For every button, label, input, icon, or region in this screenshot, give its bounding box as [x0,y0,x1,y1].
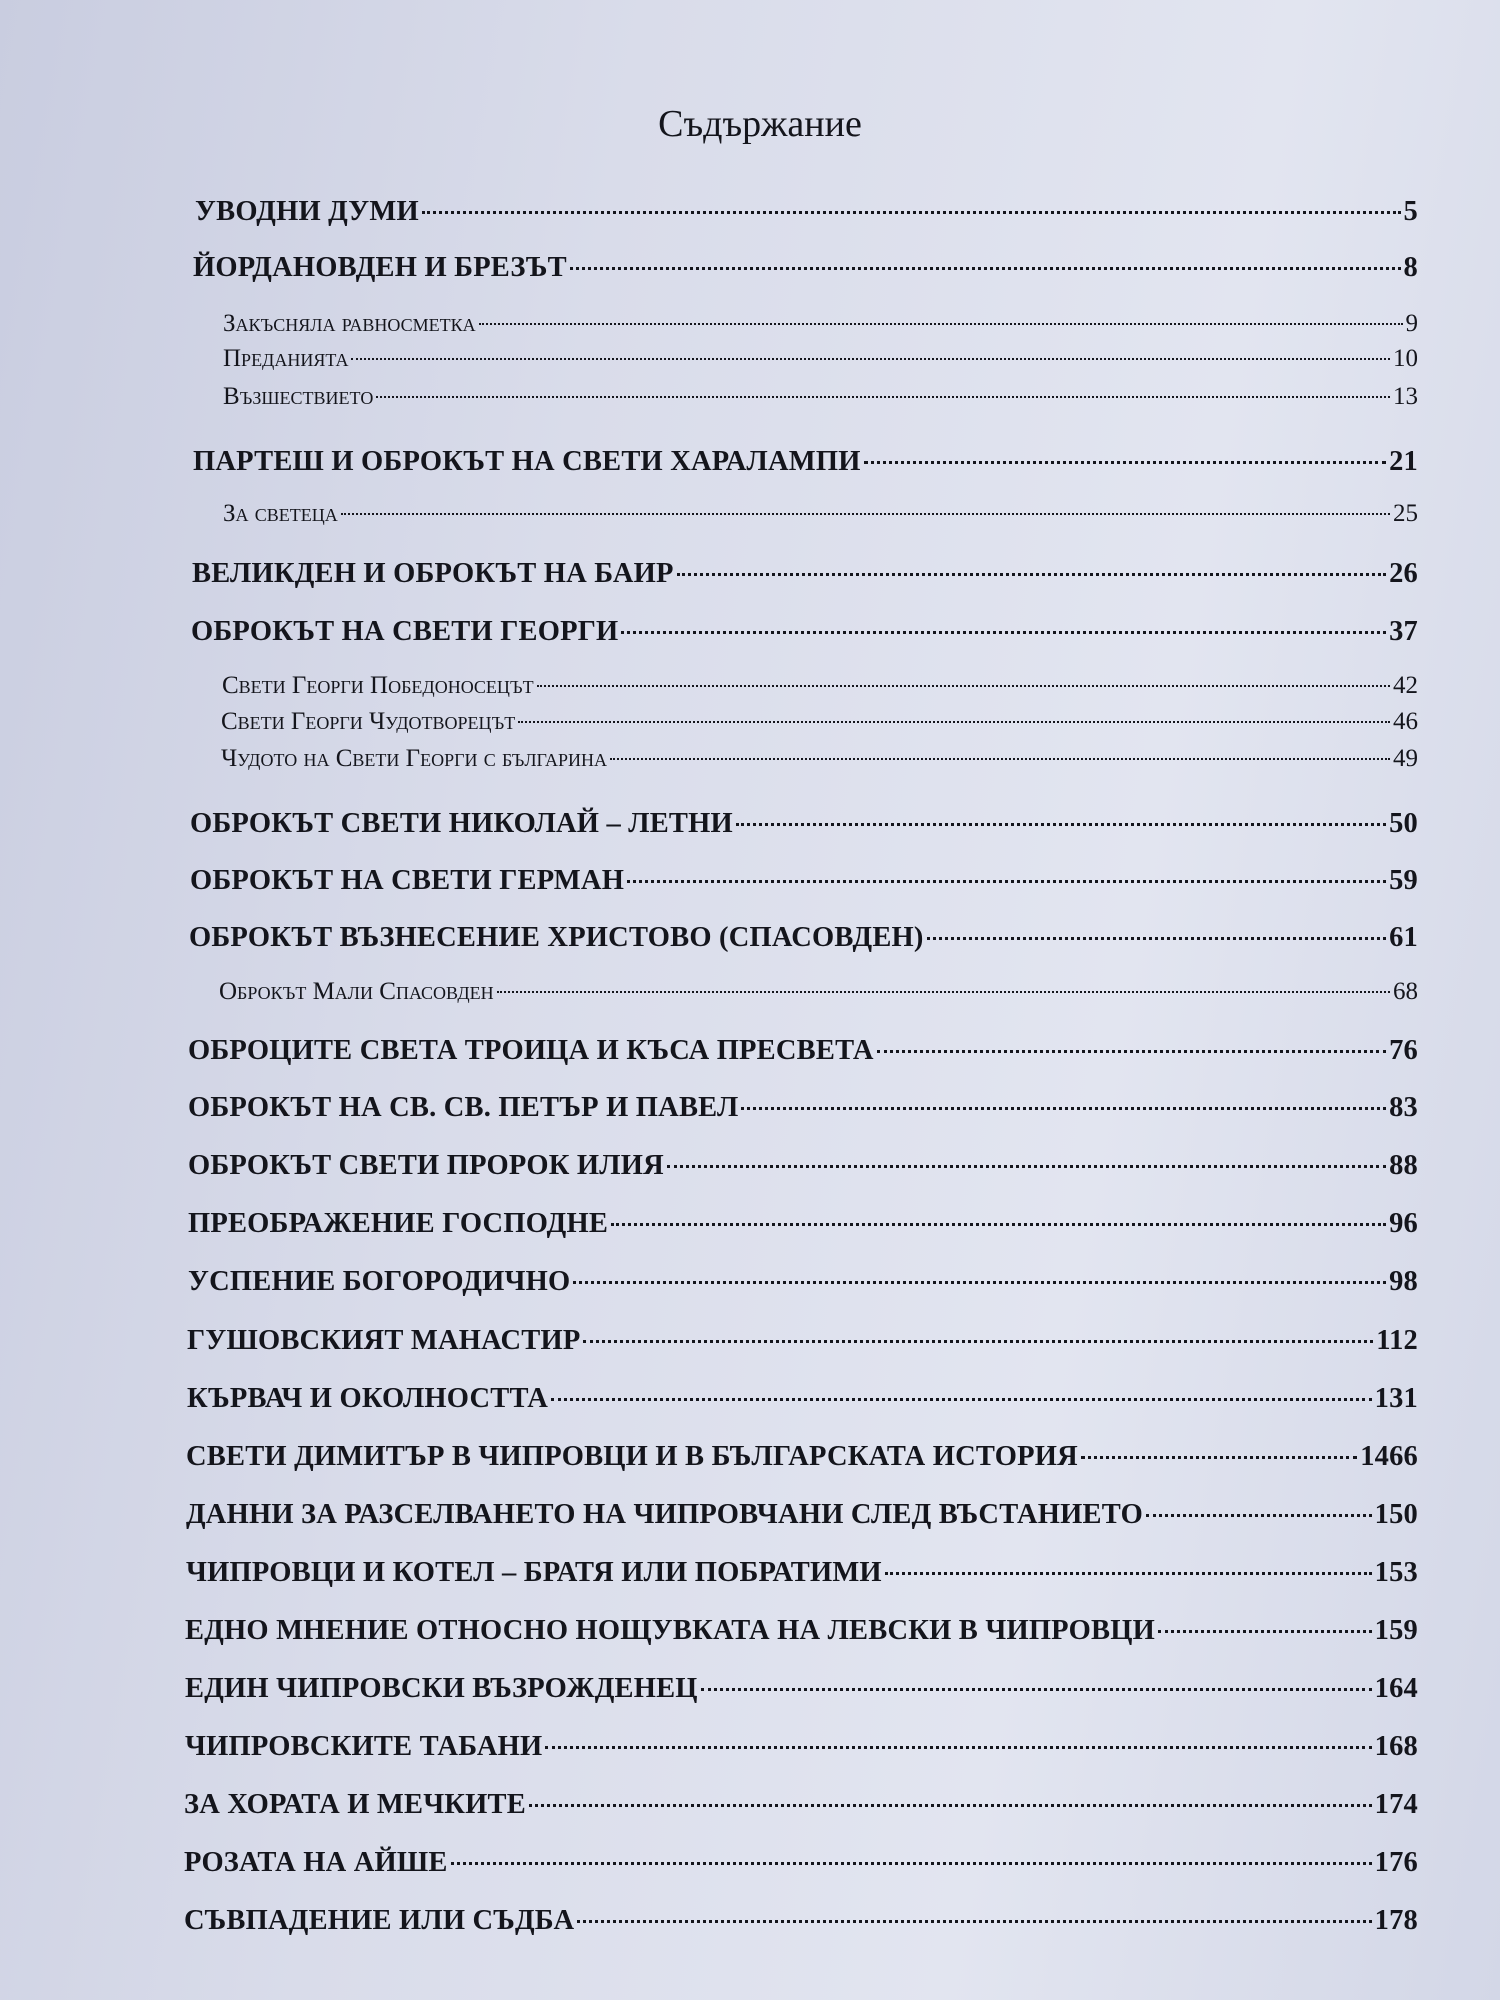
toc-page-number: 98 [1389,1266,1418,1297]
toc-entry-title: ЧИПРОВЦИ И КОТЕЛ – БРАТЯ ИЛИ ПОБРАТИМИ [186,1557,882,1588]
dot-leader [627,880,1386,883]
toc-entry-title: КЪРВАЧ И ОКОЛНОСТТА [187,1383,549,1414]
toc-chapter-entry [193,252,1418,284]
toc-chapter-entry [184,1905,1418,1937]
dot-leader [497,991,1390,993]
dot-leader [736,823,1386,826]
toc-chapter-entry [190,865,1418,897]
toc-chapter-entry [186,1499,1418,1531]
dot-leader [376,396,1390,398]
toc-page-number: 164 [1374,1673,1418,1704]
toc-page-number: 96 [1389,1208,1418,1239]
toc-chapter-entry [195,196,1418,228]
dot-leader [422,211,1401,214]
toc-page-number: 26 [1389,558,1418,589]
toc-entry-title: УСПЕНИЕ БОГОРОДИЧНО [188,1266,571,1297]
toc-entry-title: Преданията [223,345,349,372]
dot-leader [583,1340,1373,1343]
toc-page-number: 153 [1374,1557,1418,1588]
toc-chapter-entry [185,1731,1418,1763]
toc-entry-title: Оброкът Мали Спасовден [219,978,494,1005]
toc-subsection-entry [223,310,1418,338]
toc-page-number: 150 [1374,1499,1418,1530]
toc-subsection-entry [223,383,1418,411]
toc-page-number: 131 [1374,1383,1418,1414]
toc-chapter-entry [184,1789,1418,1821]
dot-leader [667,1165,1386,1168]
dot-leader [537,685,1390,687]
toc-page-number: 10 [1393,345,1418,372]
dot-leader [573,1281,1386,1284]
toc-subsection-entry [221,708,1418,736]
toc-subsection-entry [219,978,1418,1006]
toc-entry-title: ОБРОКЪТ НА СВЕТИ ГЕРМАН [190,865,625,896]
toc-chapter-entry [189,922,1418,954]
toc-entry-title: Закъсняла равносметка [223,310,476,337]
toc-page-number: 68 [1393,978,1418,1005]
dot-leader [577,1920,1371,1923]
toc-entry-title: Възшествието [223,383,374,410]
toc-page-number: 88 [1389,1150,1418,1181]
dot-leader [877,1050,1386,1053]
toc-page-number: 76 [1389,1035,1418,1066]
toc-chapter-entry [185,1615,1418,1647]
toc-chapter-entry [188,1035,1418,1067]
dot-leader [741,1107,1386,1110]
toc-entry-title: ЧИПРОВСКИТЕ ТАБАНИ [185,1731,543,1762]
toc-subsection-entry [223,345,1418,373]
toc-page-number: 159 [1374,1615,1418,1646]
dot-leader [570,267,1401,270]
toc-entry-title: ГУШОВСКИЯТ МАНАСТИР [187,1325,581,1356]
dot-leader [885,1572,1372,1575]
toc-entry-title: ВЕЛИКДЕН И ОБРОКЪТ НА БАИР [192,558,674,589]
dot-leader [927,937,1386,940]
toc-entry-title: ОБРОКЪТ ВЪЗНЕСЕНИЕ ХРИСТОВО (СПАСОВДЕН) [189,922,924,953]
toc-chapter-entry [186,1441,1418,1473]
dot-leader [701,1688,1372,1691]
toc-page-number: 46 [1393,708,1418,735]
dot-leader [1146,1514,1372,1517]
toc-page-number: 1466 [1360,1441,1418,1472]
toc-page-number: 168 [1374,1731,1418,1762]
dot-leader [677,573,1386,576]
toc-entry-title: СЪВПАДЕНИЕ ИЛИ СЪДБА [184,1905,575,1936]
toc-chapter-entry [187,1325,1418,1357]
dot-leader [529,1804,1372,1807]
toc-entry-title: ПАРТЕШ И ОБРОКЪТ НА СВЕТИ ХАРАЛАМПИ [193,446,861,477]
dot-leader [451,1862,1372,1865]
dot-leader [341,513,1390,515]
toc-entry-title: СВЕТИ ДИМИТЪР В ЧИПРОВЦИ И В БЪЛГАРСКАТА ИСТОРИЯ [186,1441,1078,1472]
toc-entry-title: ДАННИ ЗА РАЗСЕЛВАНЕТО НА ЧИПРОВЧАНИ СЛЕД ВЪСТАНИЕТО [186,1499,1143,1530]
dot-leader [479,323,1403,325]
toc-page-number: 61 [1389,922,1418,953]
toc-page-number: 178 [1374,1905,1418,1936]
toc-page-number: 37 [1389,616,1418,647]
toc-page-number: 176 [1374,1847,1418,1878]
dot-leader [551,1398,1372,1401]
toc-chapter-entry [188,1208,1418,1240]
toc-entry-title: ЕДНО МНЕНИЕ ОТНОСНО НОЩУВКАТА НА ЛЕВСКИ В ЧИПРОВЦИ [185,1615,1155,1646]
toc-chapter-entry [190,808,1418,840]
toc-entry-title: ОБРОКЪТ СВЕТИ НИКОЛАЙ – ЛЕТНИ [190,808,733,839]
dot-leader [1081,1456,1357,1459]
toc-page-number: 25 [1393,500,1418,527]
toc-entry-title: Свети Георги Чудотворецът [221,708,516,735]
toc-chapter-entry [188,1092,1418,1124]
toc-page-number: 174 [1374,1789,1418,1820]
toc-entry-title: ПРЕОБРАЖЕНИЕ ГОСПОДНЕ [188,1208,609,1239]
toc-entry-title: ЗА ХОРАТА И МЕЧКИТЕ [184,1789,526,1820]
toc-page-number: 49 [1393,745,1418,772]
toc-entry-title: Свети Георги Победоносецът [222,672,534,699]
toc-entry-title: Чудото на Свети Георги с българина [221,745,608,772]
dot-leader [518,721,1390,723]
toc-entry-title: ОБРОКЪТ СВЕТИ ПРОРОК ИЛИЯ [188,1150,664,1181]
dot-leader [1158,1630,1372,1633]
toc-entry-title: РОЗАТА НА АЙШЕ [184,1847,448,1878]
dot-leader [621,631,1386,634]
dot-leader [545,1746,1371,1749]
toc-subsection-entry [222,672,1418,700]
dot-leader [610,758,1390,760]
toc-page-number: 83 [1389,1092,1418,1123]
toc-page-number: 9 [1405,310,1418,337]
toc-entry-title: УВОДНИ ДУМИ [195,196,419,227]
toc-subsection-entry [223,500,1418,528]
dot-leader [864,461,1386,464]
toc-chapter-entry [187,1383,1418,1415]
toc-title: Съдържание [658,103,862,145]
toc-chapter-entry [186,1557,1418,1589]
toc-page-number: 112 [1376,1325,1418,1356]
toc-entry-title: За светеца [223,500,338,527]
toc-chapter-entry [184,1847,1418,1879]
toc-chapter-entry [191,616,1418,648]
toc-chapter-entry [193,446,1418,478]
toc-entry-title: ОБРОКЪТ НА СВЕТИ ГЕОРГИ [191,616,619,647]
toc-page-number: 8 [1403,252,1418,283]
toc-chapter-entry [188,1150,1418,1182]
toc-entry-title: ОБРОКЪТ НА СВ. СВ. ПЕТЪР И ПАВЕЛ [188,1092,739,1123]
toc-page-number: 21 [1389,446,1418,477]
toc-chapter-entry [185,1673,1418,1705]
toc-chapter-entry [188,1266,1418,1298]
toc-page-number: 59 [1389,865,1418,896]
toc-subsection-entry [221,745,1418,773]
toc-entry-title: ЕДИН ЧИПРОВСКИ ВЪЗРОЖДЕНЕЦ [185,1673,698,1704]
toc-entry-title: ОБРОЦИТЕ СВЕТА ТРОИЦА И КЪСА ПРЕСВЕТА [188,1035,874,1066]
toc-chapter-entry [192,558,1418,590]
toc-page-number: 42 [1393,672,1418,699]
toc-page-number: 13 [1393,383,1418,410]
toc-page-number: 5 [1403,196,1418,227]
dot-leader [611,1223,1386,1226]
toc-page-number: 50 [1389,808,1418,839]
dot-leader [351,358,1390,360]
toc-entry-title: ЙОРДАНОВДЕН И БРЕЗЪТ [193,252,567,283]
